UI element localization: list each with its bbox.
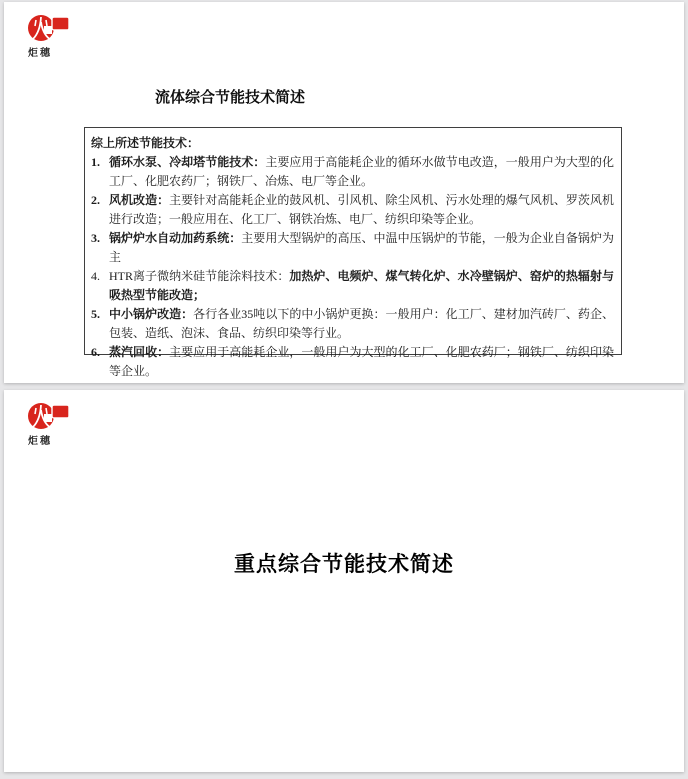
logo-text: 炬穗 [28, 48, 52, 59]
flame-logo-icon [28, 13, 72, 43]
item-text [109, 305, 614, 343]
item-lead: 风机改造： [109, 193, 170, 207]
item-number: 6. [91, 345, 100, 359]
item-body: 主要应用于高能耗企业，一般用户为大型的化工厂、化肥农药厂；钢铁厂、纺织印染等企业。 [109, 345, 614, 378]
page-2 [4, 390, 684, 772]
item-lead: HTR离子微纳米硅节能涂料技术： [109, 269, 290, 283]
page-1 [4, 2, 684, 383]
item-body: 各行各业35吨以下的中小锅炉更换：一般用户：化工厂、建材加汽砖厂、药企、包装、造纸、泡沫、食品、纺织印染等行业。 [109, 307, 614, 340]
item-body: 主要用大型锅炉的高压、中温中压锅炉的节能，一般为企业自备锅炉为主 [109, 231, 614, 264]
flame-logo-icon [28, 401, 72, 431]
item-text [109, 153, 614, 191]
item-lead: 锅炉炉水自动加药系统： [109, 231, 242, 245]
item-lead: 循环水泵、冷却塔节能技术： [109, 155, 266, 169]
logo-text: 炬穗 [28, 436, 52, 447]
list-item-5 [91, 305, 614, 343]
company-logo [28, 401, 88, 447]
item-number: 1. [91, 155, 100, 169]
list-item-1 [91, 153, 614, 191]
page1-title: 流体综合节能技术简述 [155, 90, 306, 106]
item-text [109, 343, 614, 381]
item-number: 4. [91, 269, 100, 283]
list-item-2 [91, 191, 614, 229]
page2-title: 重点综合节能技术简述 [234, 552, 454, 576]
item-number: 2. [91, 193, 100, 207]
item-lead: 中小锅炉改造： [109, 307, 194, 321]
technique-list [91, 153, 614, 381]
list-item-3 [91, 229, 614, 267]
box-heading: 综上所述节能技术： [91, 136, 200, 150]
item-number: 5. [91, 307, 100, 321]
company-logo [28, 13, 88, 59]
item-text [109, 229, 614, 267]
item-body: 加热炉、电频炉、煤气转化炉、水冷壁锅炉、窑炉的热辐射与吸热型节能改造； [109, 269, 614, 302]
list-item-6 [91, 343, 614, 381]
item-lead: 蒸汽回收： [109, 345, 170, 359]
list-item-4 [91, 267, 614, 305]
item-text [109, 191, 614, 229]
summary-box [84, 127, 622, 378]
item-text [109, 267, 614, 305]
item-body: 主要针对高能耗企业的鼓风机、引风机、除尘风机、污水处理的爆气风机、罗茨风机进行改造；一般应用在、化工厂、钢铁冶炼、电厂、纺织印染等企业。 [109, 193, 614, 226]
item-number: 3. [91, 231, 100, 245]
item-body: 主要应用于高能耗企业的循环水做节电改造，一般用户为大型的化工厂、化肥农药厂；钢铁厂、冶炼、电厂等企业。 [109, 155, 614, 188]
